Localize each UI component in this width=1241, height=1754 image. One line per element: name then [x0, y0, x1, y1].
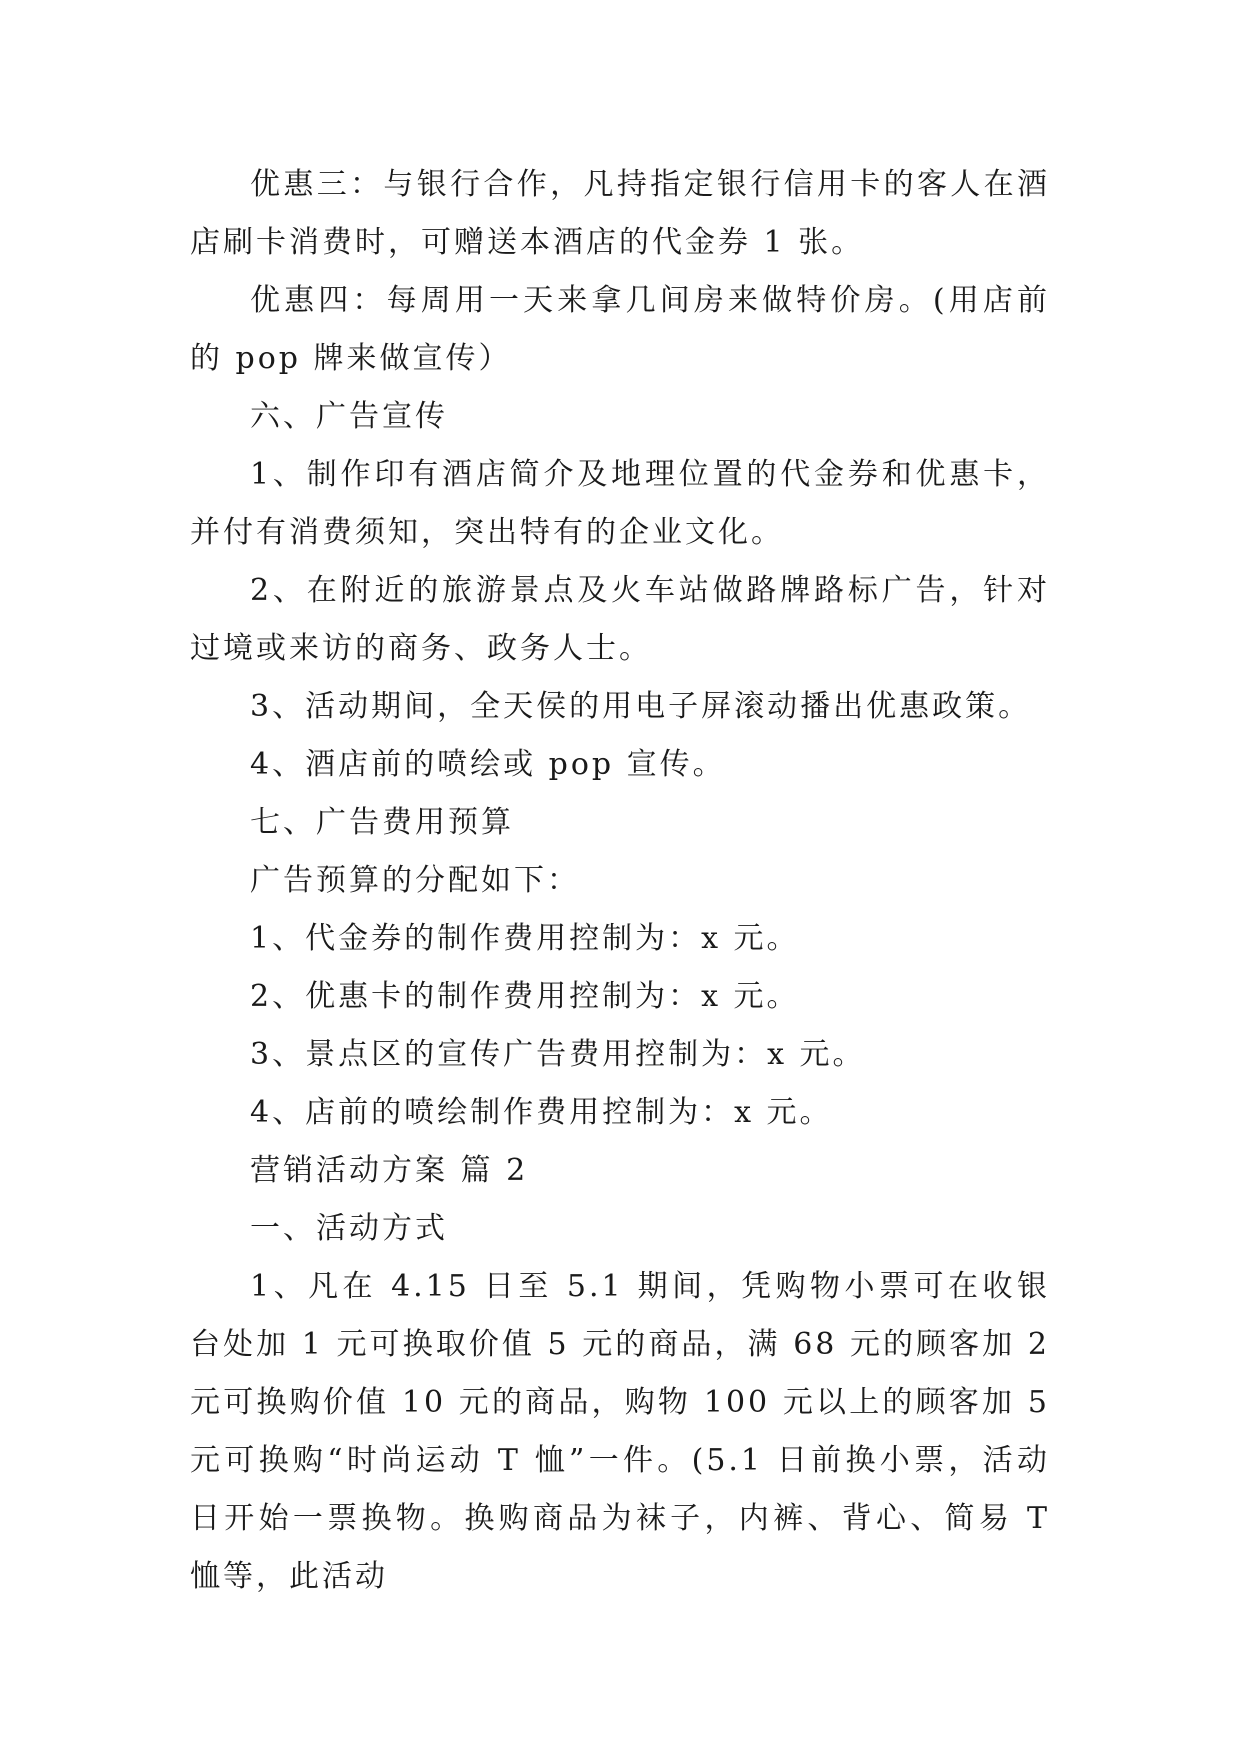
paragraph-discount-four: 优惠四：每周用一天来拿几间房来做特价房。(用店前的 pop 牌来做宣传） — [190, 283, 1050, 376]
paragraph-ad-item-4: 4、酒店前的喷绘或 pop 宣传。 — [250, 747, 726, 782]
heading-plan-2: 营销活动方案 篇 2 — [250, 1153, 529, 1188]
heading-activity-method: 一、活动方式 — [250, 1211, 448, 1246]
paragraph-discount-three: 优惠三：与银行合作，凡持指定银行信用卡的客人在酒店刷卡消费时，可赠送本酒店的代金券 1 张。 — [190, 167, 1050, 260]
paragraph-ad-item-2: 2、在附近的旅游景点及火车站做路牌路标广告，针对过境或来访的商务、政务人士。 — [190, 573, 1050, 666]
paragraph-budget-item-3: 3、景点区的宣传广告费用控制为：x 元。 — [250, 1037, 866, 1072]
heading-ad-budget: 七、广告费用预算 — [250, 805, 514, 840]
paragraph-ad-item-1: 1、制作印有酒店简介及地理位置的代金券和优惠卡，并付有消费须知，突出特有的企业文化。 — [190, 457, 1050, 550]
paragraph-activity-item-1: 1、凡在 4.15 日至 5.1 期间，凭购物小票可在收银台处加 1 元可换取价值 5 元的商品，满 68 元的顾客加 2 元可换购价值 10 元的商品，购物 100 元以上的顾客加 5 元可换购“时尚运动 T 恤”一件。(5.1 日前换小票，活动日开始一票换物。换购商品为袜子，内裤、背心、简易 T 恤等，此活动 — [190, 1269, 1050, 1594]
document-body — [190, 156, 1050, 1606]
heading-advertising: 六、广告宣传 — [250, 399, 448, 434]
paragraph-budget-item-4: 4、店前的喷绘制作费用控制为：x 元。 — [250, 1095, 833, 1130]
paragraph-budget-item-2: 2、优惠卡的制作费用控制为：x 元。 — [250, 979, 800, 1014]
paragraph-budget-item-1: 1、代金券的制作费用控制为：x 元。 — [250, 921, 800, 956]
paragraph-ad-item-3: 3、活动期间，全天侯的用电子屏滚动播出优惠政策。 — [250, 689, 1032, 724]
paragraph-budget-intro: 广告预算的分配如下： — [250, 863, 580, 898]
